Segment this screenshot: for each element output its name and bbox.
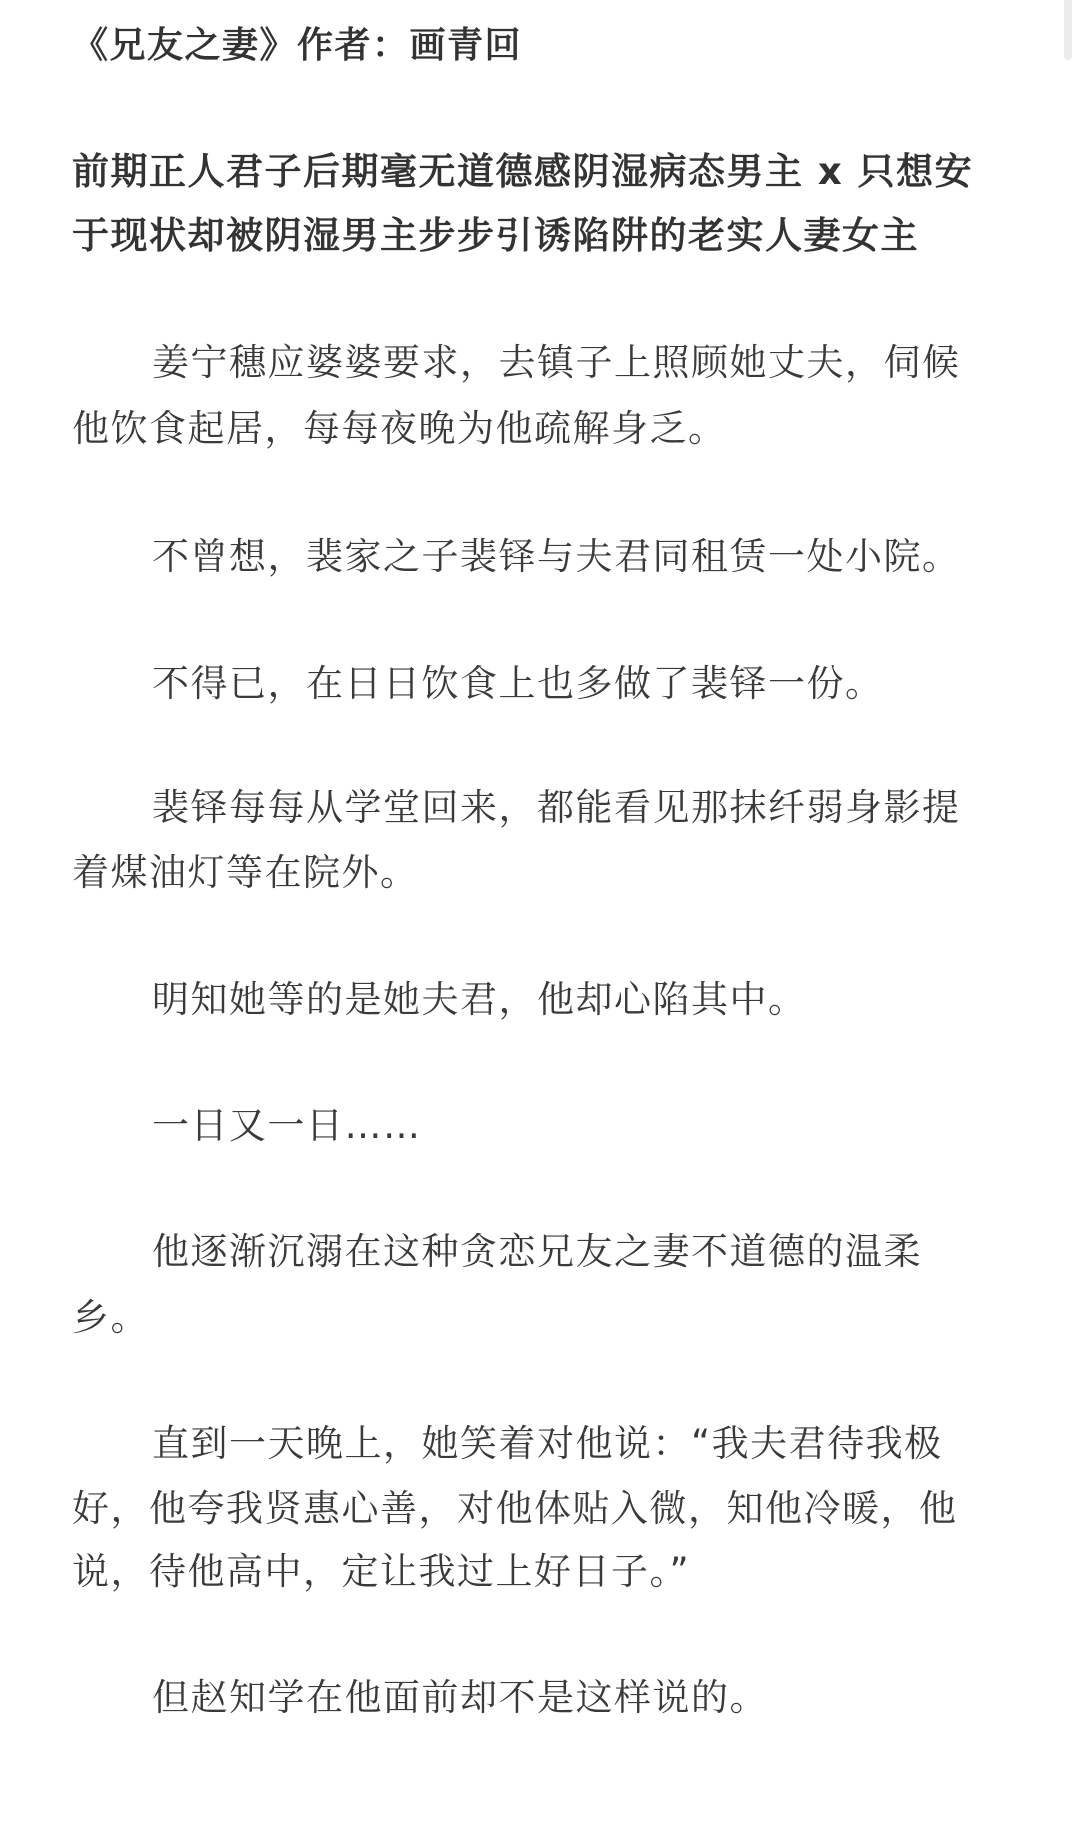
paragraph-line: 好，他夸我贤惠心善，对他体贴入微，知他冷暖，他 [72,1487,958,1530]
paragraph-line: 直到一天晚上，她笑着对他说：“我夫君待我极 [152,1422,943,1465]
summary-line: 于现状却被阴湿男主步步引诱陷阱的老实人妻女主 [72,214,919,257]
paragraph-line: 不曾想，裴家之子裴铎与夫君同租赁一处小院。 [152,535,961,578]
summary-line: 前期正人君子后期毫无道德感阴湿病态男主 x 只想安 [72,150,974,193]
scrollbar-thumb[interactable] [1064,0,1072,60]
paragraph-line: 乡。 [72,1296,149,1339]
page-title: 《兄友之妻》作者：画青回 [72,25,523,66]
paragraph-line: 姜宁穗应婆婆要求，去镇子上照顾她丈夫，伺候 [152,341,961,384]
paragraph-line: 不得已，在日日饮食上也多做了裴铎一份。 [152,662,884,705]
paragraph-line: 着煤油灯等在院外。 [72,851,419,894]
paragraph-line: 一日又一日…… [152,1104,422,1147]
paragraph-line: 他逐渐沉溺在这种贪恋兄友之妻不道德的温柔 [152,1230,922,1273]
paragraph-line: 说，待他高中，定让我过上好日子。” [72,1550,691,1593]
paragraph-line: 他饮食起居，每每夜晚为他疏解身乏。 [72,407,727,450]
paragraph-line: 裴铎每每从学堂回来，都能看见那抹纤弱身影提 [152,786,961,829]
paragraph-line: 明知她等的是她夫君，他却心陷其中。 [152,978,807,1021]
paragraph-line: 但赵知学在他面前却不是这样说的。 [152,1676,768,1719]
